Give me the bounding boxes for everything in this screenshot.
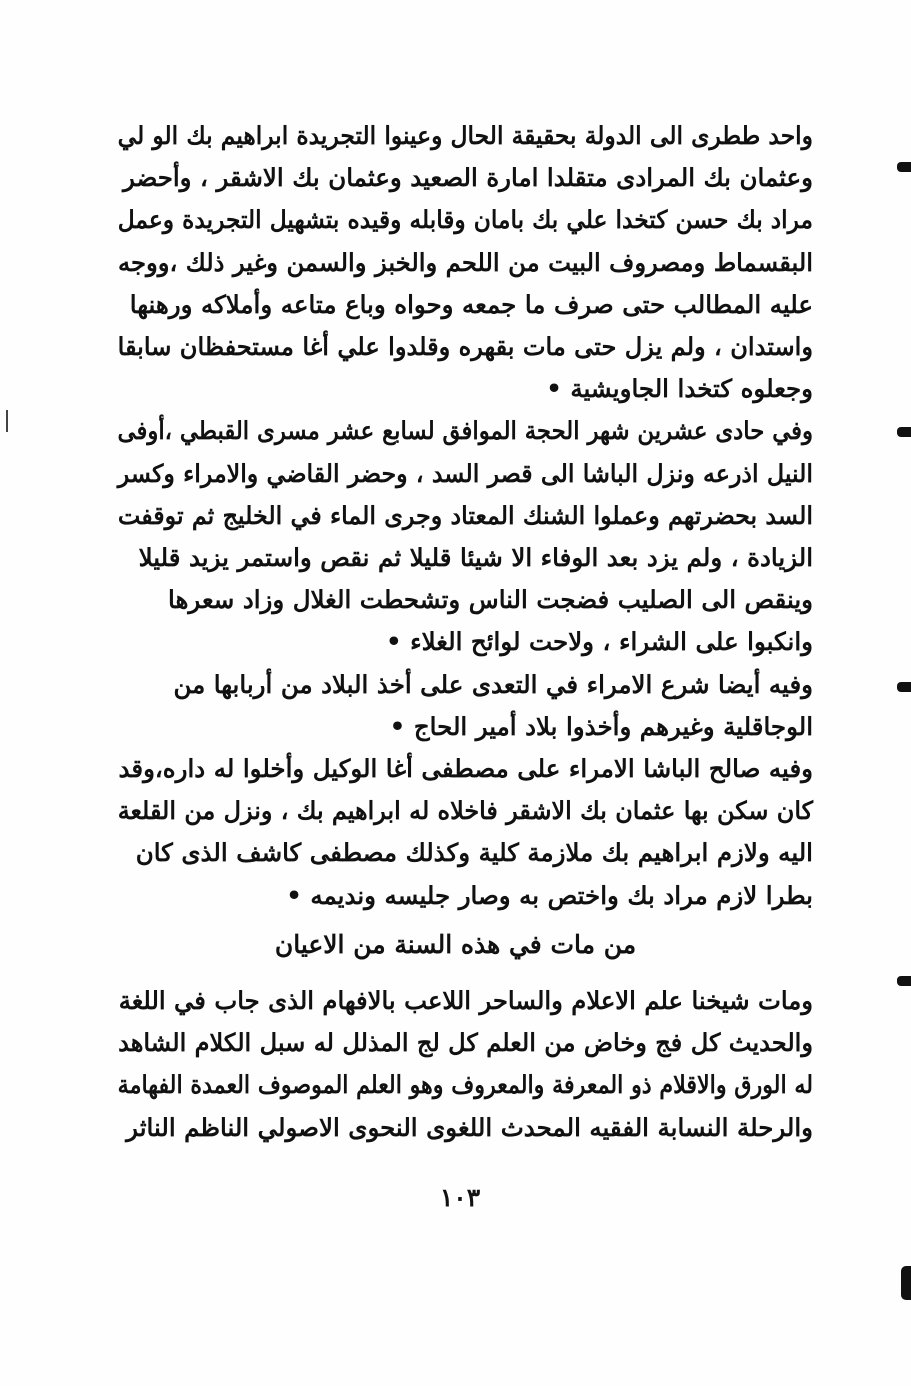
scan-edge-mark <box>897 162 911 172</box>
text-line: والحديث كل فج وخاض من العلم كل لج المذلل له سبل الكلام الشاهد <box>118 1028 814 1058</box>
text-line: بطرا لازم مراد بك واختص به وصار جليسه ونديمه • <box>286 880 813 910</box>
text-line: كان سكن بها عثمان بك الاشقر فاخلاه له ابراهيم بك ، ونزل من القلعة <box>117 796 814 826</box>
text-line: وينقص الى الصليب فضجت الناس وتشحطت الغلال وزاد سعرها <box>168 585 813 615</box>
page-number: ١٠٣ <box>439 1183 481 1212</box>
text-line: وجعلوه كتخدا الجاويشية • <box>546 374 813 404</box>
text-line: السد بحضرتهم وعملوا الشنك المعتاد وجرى الماء في الخليج ثم توقفت <box>117 500 813 530</box>
body-text-bottom <box>118 980 813 1149</box>
scan-edge-mark <box>897 682 911 692</box>
text-line: وفي حادى عشرين شهر الحجة الموافق لسابع عشر مسرى القبطي ،أوفى <box>117 416 814 446</box>
text-line: وانكبوا على الشراء ، ولاحت لوائح الغلاء • <box>385 627 813 657</box>
text-line: اليه ولازم ابراهيم بك ملازمة كلية وكذلك مصطفى كاشف الذى كان <box>135 838 813 868</box>
text-line: مراد بك حسن كتخدا علي بك بامان وقابله وقيده بتشهيل التجريدة وعمل <box>117 205 813 235</box>
scan-edge-mark <box>901 1266 911 1300</box>
text-line: ومات شيخنا علم الاعلام والساحر اللاعب بالافهام الذى جاب في اللغة <box>118 986 814 1015</box>
text-line: والرحلة النسابة الفقيه المحدث اللغوى النحوى الاصولي الناظم الناثر <box>126 1112 813 1142</box>
text-line: وعثمان بك المرادى متقلدا امارة الصعيد وعثمان بك الاشقر ، وأحضر <box>122 163 813 193</box>
text-line: عليه المطالب حتى صرف ما جمعه وحواه وباع متاعه وأملاكه ورهنها <box>129 289 813 319</box>
scan-edge-mark <box>897 427 911 437</box>
text-line: الوجاقلية وغيرهم وأخذوا بلاد أمير الحاج • <box>389 711 813 741</box>
text-line: البقسماط ومصروف البيت من اللحم والخبز والسمن وغير ذلك ،ووجه <box>117 247 814 277</box>
text-line: النيل اذرعه ونزل الباشا الى قصر السد ، وحضر القاضي والامراء وكسر <box>117 458 813 488</box>
text-line: واحد ططرى الى الدولة بحقيقة الحال وعينوا التجريدة ابراهيم بك الو لي <box>117 121 814 150</box>
text-line: وفيه أيضا شرع الامراء في التعدى على أخذ البلاد من أربابها من <box>173 669 813 699</box>
body-text-top <box>118 115 813 917</box>
text-line: وفيه صالح الباشا الامراء على مصطفى أغا الوكيل وأخلوا له داره،وقد <box>118 754 813 784</box>
section-heading: من مات في هذه السنة من الاعيان <box>274 930 637 959</box>
text-line: الزيادة ، ولم يزد بعد الوفاء الا شيئا قليلا ثم نقص واستمر يزيد قليلا <box>138 543 813 573</box>
scan-edge-mark <box>897 976 911 986</box>
text-line: واستدان ، ولم يزل حتى مات بقهره وقلدوا علي أغا مستحفظان سابقا <box>117 332 813 362</box>
text-line: له الورق والاقلام ذو المعرفة والمعروف وهو العلم الموصوف العمدة الفهامة <box>117 1070 813 1100</box>
scan-speck <box>6 410 8 432</box>
